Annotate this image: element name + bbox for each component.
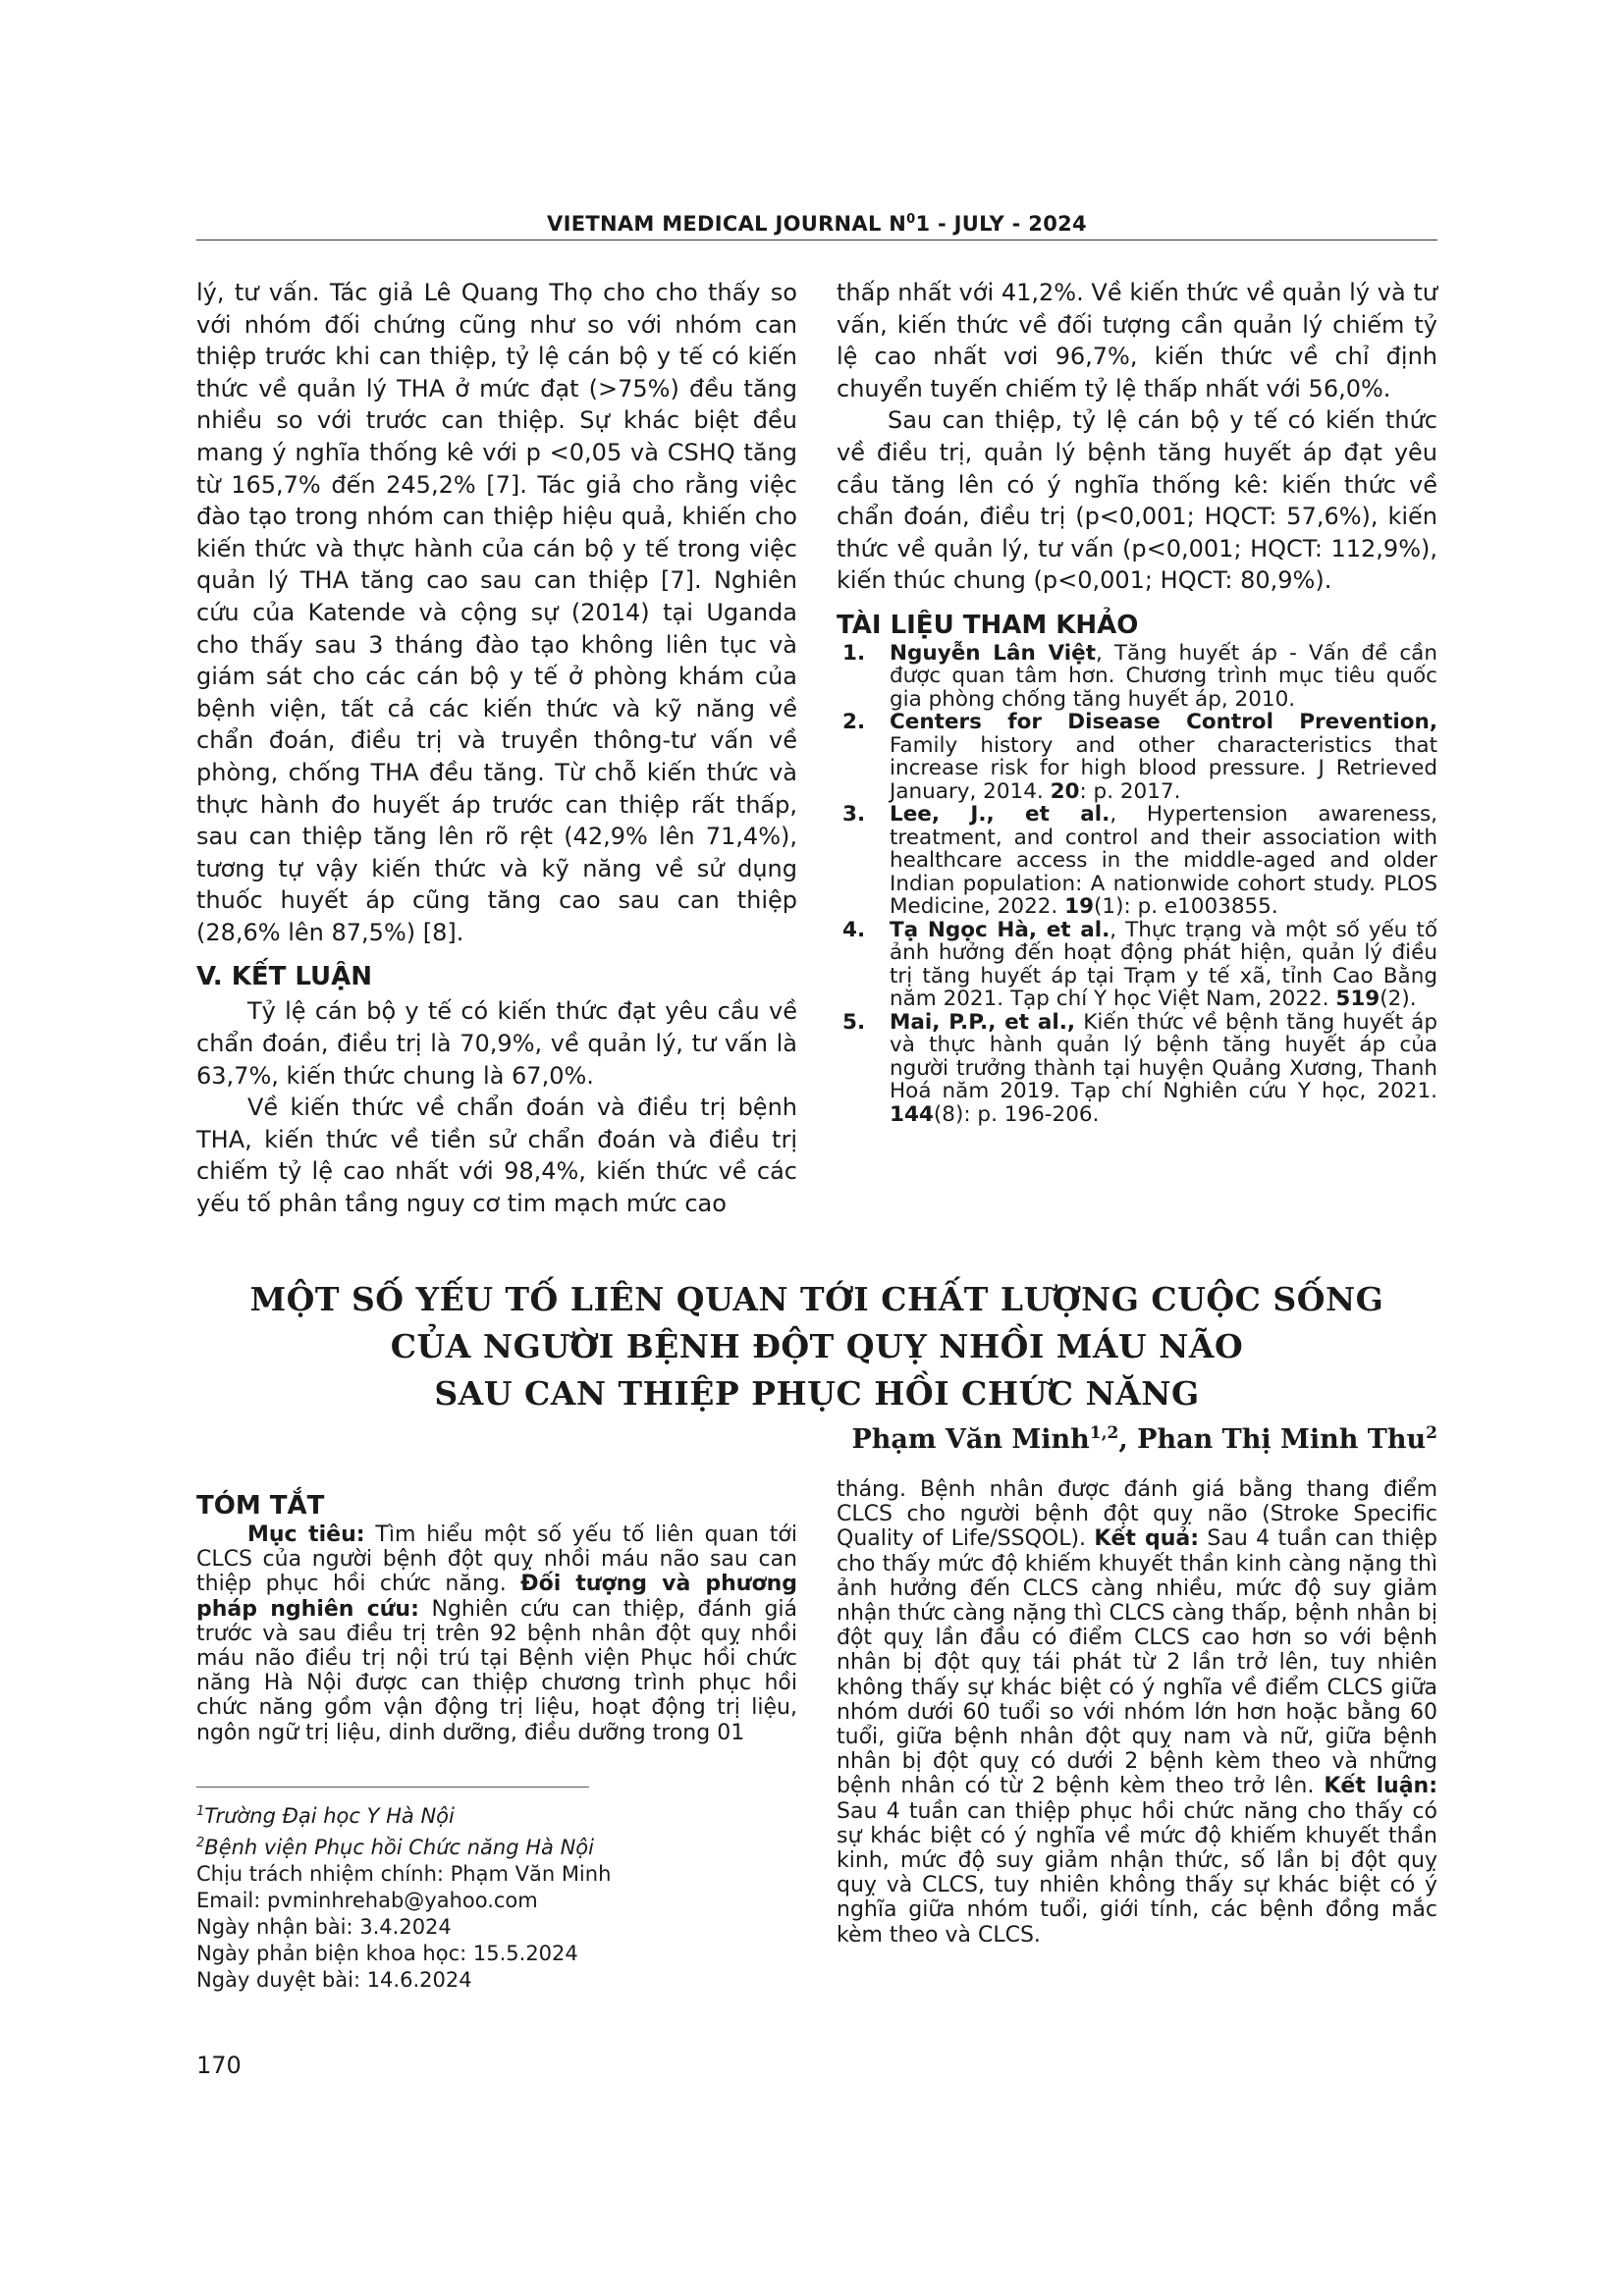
reference-item: 1. Nguyễn Lân Việt, Tăng huyết áp - Vấn đề cần được quan tâm hơn. Chương trình mục tiêu quốc gia phòng chống tăng huyết áp, 2010. — [842, 640, 1437, 712]
footnote-rule — [196, 1787, 589, 1788]
article-title — [196, 1276, 1437, 1417]
footnote-email: Email: pvminhrehab@yahoo.com — [196, 1889, 538, 1912]
footnote-corresponding: Chịu trách nhiệm chính: Phạm Văn Minh — [196, 1862, 612, 1886]
left-column-abstract — [196, 1477, 797, 1745]
article-title-line: CỦA NGƯỜI BỆNH ĐỘT QUỴ NHỒI MÁU NÃO — [390, 1327, 1244, 1365]
author-name: Phạm Văn Minh — [851, 1424, 1090, 1455]
article-title-line: MỘT SỐ YẾU TỐ LIÊN QUAN TỚI CHẤT LƯỢNG CUỘC SỐNG — [249, 1280, 1384, 1318]
conclusion-paragraph-4: Sau can thiệp, tỷ lệ cán bộ y tế có kiến thức về điều trị, quản lý bệnh tăng huyết áp đạt yêu cầu tăng lên có ý nghĩa thống kê: kiến thức về chẩn đoán, điều trị (p<0,001; HQCT: 57,6%), kiến thức về quản lý, tư vấn (p<0,001; HQCT: 112,9%), kiến thúc chung (p<0,001; HQCT: 80,9%). — [837, 406, 1437, 595]
authors-line: Phạm Văn Minh$^{1,2}$, Phan Thị Minh Thu$^2$ — [851, 1423, 1437, 1455]
discussion-paragraph: lý, tư vấn. Tác giả Lê Quang Thọ cho cho thấy so với nhóm đối chứng cũng như so với nhóm can thiệp trước khi can thiệp, tỷ lệ cán bộ y tế có kiến thức về quản lý THA ở mức đạt (>75%) đều tăng nhiều so với trước can thiệp. Sự khác biệt đều mang ý nghĩa thống kê với p <0,05 và CSHQ tăng từ 165,7% đến 245,2% [7]. Tác giả cho rằng việc đào tạo trong nhóm can thiệp hiệu quả, khiến cho kiến thức và thực hành của cán bộ y tế trong việc quản lý THA tăng cao sau can thiệp [7]. Nghiên cứu của Katende và cộng sự (2014) tại Uganda cho thấy sau 3 tháng đào tạo không liên tục và giám sát cho các cán bộ y tế ở phòng khám của bệnh viện, tất cả các kiến thức và kỹ năng về chẩn đoán, điều trị và truyền thông-tư vấn về phòng, chống THA đều tăng. Từ chỗ kiến thức và thực hành đo huyết áp trước can thiệp rất thấp, sau can thiệp tăng lên rõ rệt (42,9% lên 71,4%), tương tự vậy kiến thức và kỹ năng về sử dụng thuốc huyết áp cũng tăng cao sau can thiệp (28,6% lên 87,5%) [8]. — [196, 279, 797, 946]
reference-item: 4. Tạ Ngọc Hà, et al., Thực trạng và một số yếu tố ảnh hưởng đến hoạt động phát hiện, quản lý điều trị tăng huyết áp tại Trạm y tế xã, tỉnh Cao Bằng năm 2021. Tạp chí Y học Việt Nam, 2022. 519(2). — [842, 917, 1437, 1012]
footnote-accepted: Ngày duyệt bài: 14.6.2024 — [196, 1968, 472, 1992]
right-column-top — [837, 277, 1437, 1126]
reference-item: 2. Centers for Disease Control Prevention, Family history and other characteristics that increase risk for high blood pressure. J Retrieved January, 2014. 20: p. 2017. — [842, 710, 1437, 804]
conclusion-paragraph-2: Về kiến thức về chẩn đoán và điều trị bệnh THA, kiến thức về tiền sử chẩn đoán và điều trị chiếm tỷ lệ cao nhất với 98,4%, kiến thức về các yếu tố phân tầng nguy cơ tim mạch mức cao — [196, 1094, 797, 1218]
references-list — [837, 642, 1437, 1127]
journal-header: VIETNAM MEDICAL JOURNAL $N^01$ - JULY - 2024 — [547, 212, 1087, 236]
section-title-conclusion: V. KẾT LUẬN — [196, 962, 373, 992]
footnote-received: Ngày nhận bài: 3.4.2024 — [196, 1915, 452, 1939]
abstract-paragraph-right: tháng. Bệnh nhân được đánh giá bằng thang điểm CLCS cho người bệnh đột quỵ não (Stroke Specific Quality of Life/SSQOL). Kết quả: Sau 4 tuần can thiệp cho thấy mức độ khiếm khuyết thần kinh càng nặng thì ảnh hưởng đến CLCS càng nhiều, mức độ suy giảm nhận thức càng nặng thì CLCS càng thấp, bệnh nhân bị đột quỵ lần đầu có điểm CLCS cao hơn so với bệnh nhân bị đột quỵ tái phát từ 2 lần trở lên, tuy nhiên không thấy sự khác biệt có ý nghĩa về điểm CLCS giữa nhóm dưới 60 tuổi so với nhóm lớn hơn hoặc bằng 60 tuổi, giữa bệnh nhân đột quỵ nam và nữ, giữa bệnh nhân bị đột quỵ có dưới 2 bệnh kèm theo và những bệnh nhân có từ 2 bệnh kèm theo trở lên. Kết luận: Sau 4 tuần can thiệp phục hồi chức năng cho thấy có sự khác biệt có ý nghĩa về mức độ khiếm khuyết thần kinh, mức độ suy giảm nhận thức, số lần bị đột quỵ quỵ và CLCS, tuy nhiên không thấy sự khác biệt có ý nghĩa giữa nhóm tuổi, giới tính, các bệnh đồng mắc kèm theo và CLCS. — [837, 1477, 1437, 1948]
reference-item: 3. Lee, J., et al., Hypertension awareness, treatment, and control and their association with healthcare access in the middle-aged and older Indian population: A nationwide cohort study. PLOS Medicine, 2022. 19(1): p. e1003855. — [842, 802, 1437, 920]
conclusion-paragraph-3: thấp nhất với 41,2%. Về kiến thức về quản lý và tư vấn, kiến thức về đối tượng cần quản lý chiếm tỷ lệ cao nhất vơi 96,7%, kiến thức về chỉ định chuyển tuyến chiếm tỷ lệ thấp nhất với 56,0%. — [837, 279, 1437, 402]
footnote-affiliation-1: $^1$Trường Đại học Y Hà Nội — [196, 1804, 455, 1828]
reference-item: 5. Mai, P.P., et al., Kiến thức về bệnh tăng huyết áp và thực hành quản lý bệnh tăng huyết áp của người trưởng thành tại huyện Quảng Xương, Thanh Hoá năm 2019. Tạp chí Nghiên cứu Y học, 2021. 144(8): p. 196-206. — [842, 1009, 1437, 1127]
abstract-title: TÓM TẮT — [196, 1491, 325, 1521]
page-number: 170 — [196, 2052, 242, 2079]
references-title: TÀI LIỆU THAM KHẢO — [837, 610, 1139, 640]
conclusion-paragraph-1: Tỷ lệ cán bộ y tế có kiến thức đạt yêu cầu về chẩn đoán, điều trị là 70,9%, về quản lý, tư vấn là 63,7%, kiến thức chung là 67,0%. — [196, 997, 797, 1090]
footnote-reviewed: Ngày phản biện khoa học: 15.5.2024 — [196, 1942, 578, 1965]
right-column-abstract — [837, 1477, 1437, 1948]
footnote-affiliation-2: $^2$Bệnh viện Phục hồi Chức năng Hà Nội — [196, 1836, 594, 1859]
abstract-paragraph-left: Mục tiêu: Tìm hiểu một số yếu tố liên quan tới CLCS của người bệnh đột quỵ nhồi máu não sau can thiệp phục hồi chức năng. Đối tượng và phương pháp nghiên cứu: Nghiên cứu can thiệp, đánh giá trước và sau điều trị trên 92 bệnh nhân đột quỵ nhồi máu não điều trị nội trú tại Bệnh viện Phục hồi chức năng Hà Nội được can thiệp chương trình phục hồi chức năng gồm vận động trị liệu, hoạt động trị liệu, ngôn ngữ trị liệu, dinh dưỡng, điều dưỡng trong 01 — [196, 1522, 797, 1745]
footnotes — [196, 1798, 797, 1994]
left-column-top — [196, 277, 797, 1220]
article-title-line: SAU CAN THIỆP PHỤC HỒI CHỨC NĂNG — [434, 1374, 1200, 1413]
author-name: Phan Thị Minh Thu — [1137, 1424, 1427, 1455]
